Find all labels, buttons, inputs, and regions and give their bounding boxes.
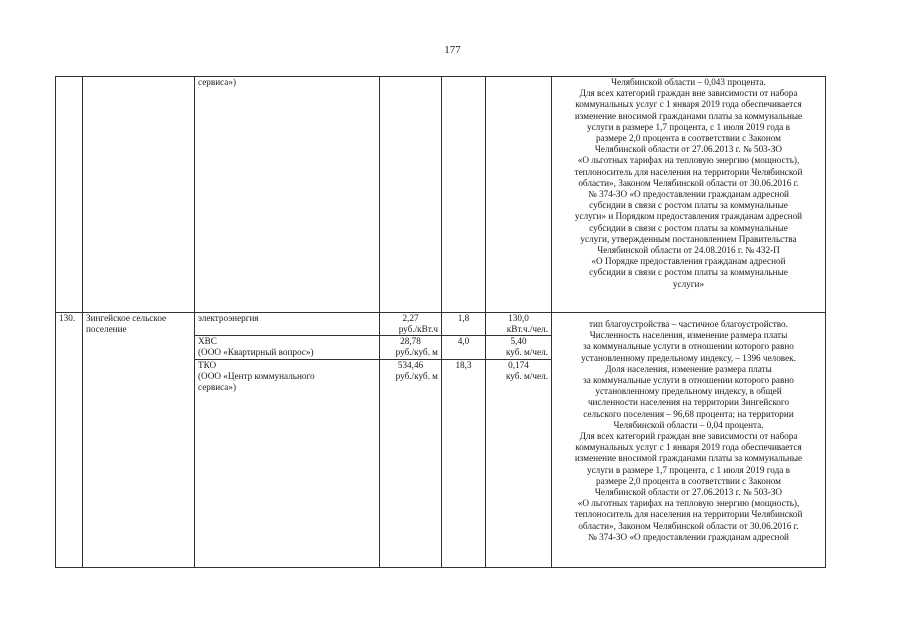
description-line: изменение вносимой гражданами платы за коммунальные [574, 110, 803, 121]
description-line: коммунальных услуг с 1 января 2019 года обеспечивается [575, 442, 802, 453]
cell-volume [486, 77, 552, 313]
settlement-name [83, 313, 195, 568]
description-line: субсидии в связи с ростом платы за коммунальные [589, 200, 788, 211]
service-name: электроэнергия [198, 313, 259, 323]
volume-value: 5,40 [510, 336, 527, 346]
description-line: услуги» и Порядком предоставления гражданам адресной [574, 211, 803, 222]
volume-unit: куб. м/чел. [505, 371, 548, 382]
volume-electricity [486, 313, 551, 335]
description-line: сельского поселения – 96,68 процента; на территории [583, 408, 794, 419]
volume-cell [486, 313, 552, 568]
description-line: Челябинской области от 24.08.2016 г. № 432-П [597, 245, 780, 256]
description-line: установленному предельному индексу, в общей [595, 386, 782, 397]
description-line: Для всех категорий граждан вне зависимости от набора [579, 88, 798, 99]
cell-service [195, 77, 380, 313]
cell-settlement [83, 77, 195, 313]
volume-unit: куб. м/чел. [505, 347, 548, 358]
volume-unit: кВт.ч./чел. [506, 324, 548, 335]
page-number: 177 [444, 44, 461, 56]
services-cell [195, 313, 380, 568]
description-line: субсидии в связи с ростом платы за коммунальные [589, 267, 788, 278]
service-electricity [195, 313, 379, 335]
cell-description [552, 77, 826, 313]
volume-waste [486, 359, 551, 382]
percent-cold-water [442, 335, 485, 359]
description-line: размере 2,0 процента в соответствии с Законом [596, 133, 781, 144]
description-line: размере 2,0 процента в соответствии с Законом [596, 475, 781, 486]
description-line: за коммунальные услуги в отношении которого равно [583, 341, 794, 352]
description-line: Для всех категорий граждан вне зависимости от набора [579, 431, 798, 442]
table-row-continuation [56, 77, 826, 313]
description-line: области», Законом Челябинской области от 30.06.2016 г. [578, 177, 799, 188]
tariff-electricity [380, 313, 441, 335]
cell-percent [442, 77, 486, 313]
cell-tariff [380, 77, 442, 313]
service-tail: сервиса») [198, 77, 237, 87]
description-line: «О льготных тарифах на тепловую энергию (мощность), [577, 155, 800, 166]
description-line: Доля населения, изменение размера платы [605, 363, 772, 374]
tariff-unit: руб./кВт.ч [398, 324, 438, 335]
row-number: 130. [56, 313, 83, 568]
service-provider: (ООО «Центр коммунального [198, 371, 315, 382]
tariff-value: 28,78 [400, 336, 421, 346]
tariff-cell [380, 313, 442, 568]
tariff-waste [380, 359, 441, 382]
settlement-line: поселение [86, 324, 127, 335]
tariff-unit: руб./куб. м [395, 371, 438, 382]
percent-electricity [442, 313, 485, 335]
description-line: «О Порядке предоставления гражданам адресной [591, 256, 786, 267]
percent-value: 18,3 [455, 360, 472, 370]
description-line: Численность населения, изменение размера платы [589, 330, 788, 341]
service-name: ХВС [198, 336, 217, 346]
description-line: тип благоустройства – частичное благоустройство. [589, 319, 788, 329]
volume-value: 0,174 [508, 360, 529, 370]
description-line: Челябинской области – 0,04 процента. [613, 419, 764, 430]
description-line: установленному предельному индексу, – 1396 человек. [581, 352, 796, 363]
description-line: изменение вносимой гражданами платы за коммунальные [574, 453, 803, 464]
description-cell [552, 313, 826, 568]
tariff-value: 534,46 [397, 360, 424, 370]
description-line: области», Законом Челябинской области от 30.06.2016 г. [578, 520, 799, 531]
volume-cold-water [486, 335, 551, 359]
cell-number [56, 77, 83, 313]
description-line: услуги в размере 1,7 процента, с 1 июля 2019 года в [587, 464, 790, 475]
service-name: ТКО [198, 360, 217, 370]
percent-cell [442, 313, 486, 568]
description-line: № 374-ЗО «О предоставлении гражданам адресной [588, 189, 789, 200]
description-line: «О льготных тарифах на тепловую энергию (мощность), [577, 498, 800, 509]
description-line: теплоноситель для населения на территории Челябинской [574, 509, 803, 520]
volume-value: 130,0 [508, 313, 529, 323]
description-line: субсидии в связи с ростом платы за коммунальные [589, 222, 788, 233]
tariff-table [55, 76, 826, 568]
percent-value: 4,0 [457, 336, 470, 346]
description-line: коммунальных услуг с 1 января 2019 года обеспечивается [575, 99, 802, 110]
description-line: Челябинской области – 0,043 процента. [611, 77, 766, 87]
description-line: № 374-ЗО «О предоставлении гражданам адресной [588, 531, 789, 542]
description-line: Челябинской области от 27.06.2013 г. № 503-ЗО [594, 487, 783, 498]
service-provider: (ООО «Квартирный вопрос») [198, 347, 314, 358]
description-line: услуги» [672, 278, 705, 289]
percent-value: 1,8 [457, 313, 470, 323]
description-line: численности населения на территории Зингейского [587, 397, 790, 408]
tariff-unit: руб./куб. м [395, 347, 438, 358]
description-line: Челябинской области от 27.06.2013 г. № 503-ЗО [594, 144, 783, 155]
description-line: за коммунальные услуги в отношении которого равно [583, 375, 794, 386]
service-cold-water [195, 335, 379, 359]
service-waste [195, 359, 379, 394]
percent-waste [442, 359, 485, 371]
description-line: теплоноситель для населения на территории Челябинской [574, 166, 803, 177]
description-line: услуги, утвержденным постановлением Правительства [580, 233, 797, 244]
description-line: услуги в размере 1,7 процента, с 1 июля 2019 года в [587, 121, 790, 132]
service-provider: сервиса») [198, 382, 237, 393]
table-row-130 [56, 313, 826, 568]
settlement-line: Зингейское сельское [86, 313, 167, 323]
tariff-cold-water [380, 335, 441, 359]
tariff-value: 2,27 [402, 313, 419, 323]
